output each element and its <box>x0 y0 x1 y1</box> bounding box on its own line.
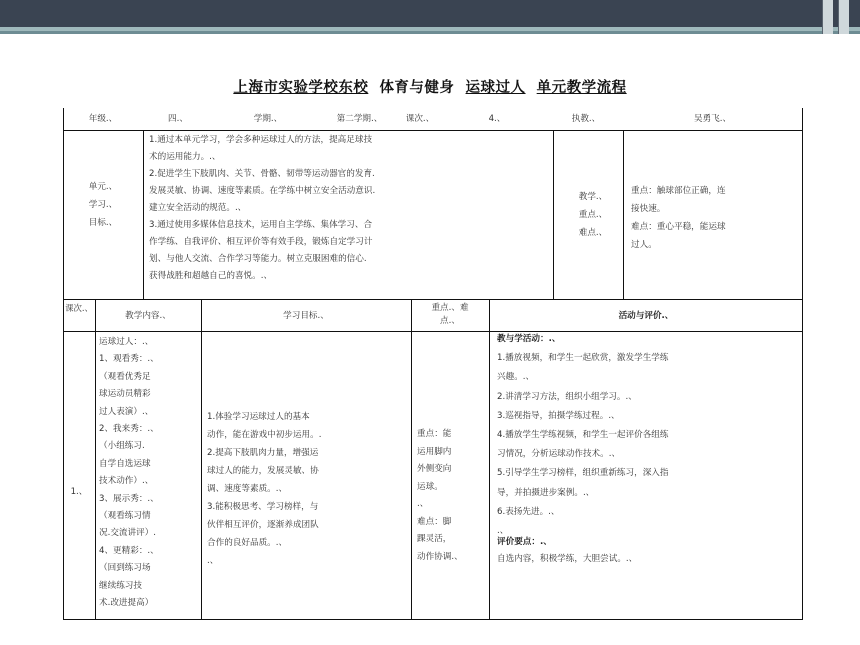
grade-label: 年级.、 <box>88 114 118 124</box>
objective-line: 调、速度等素质。.、 <box>207 484 288 494</box>
objective-line: .、 <box>207 556 219 566</box>
col-key-header: 重点.、难点.、 <box>431 303 469 326</box>
key-point-line: 重点：触球部位正确，连 <box>631 186 726 196</box>
table-rule <box>623 130 624 299</box>
key-point-line: 接快速。 <box>631 204 666 214</box>
lessons-value: 4.、 <box>488 114 506 124</box>
row1-key-line: .、 <box>417 499 429 509</box>
lesson-plan-table <box>63 108 803 620</box>
col-content-header: 教学内容.、 <box>125 311 171 321</box>
key-points-label-line: 难点.、 <box>578 228 608 238</box>
content-line: 3、展示秀：.、 <box>99 493 159 504</box>
key-point-line: 难点：重心平稳，能运球 <box>631 222 726 232</box>
unit-goal-line: 划、与他人交流、合作学习等能力。树立克服困难的信心. <box>149 254 367 264</box>
row1-key-line: 外侧变向 <box>417 464 452 474</box>
slide-top-bar <box>0 0 860 27</box>
unit-goal-line: 获得战胜和超越自己的喜悦。.、 <box>149 271 273 281</box>
key-points-text <box>631 182 801 262</box>
title-subject: 体育与健身 <box>379 80 455 96</box>
content-line: （回到练习场 <box>99 563 151 574</box>
content-line: （观看优秀足 <box>99 371 151 382</box>
table-rule <box>489 299 490 620</box>
activity-line: 导，并拍摄进步案例。.、 <box>497 487 595 498</box>
content-line: 2、我来秀：.、 <box>99 424 159 435</box>
unit-goal-line: 发展灵敏、协调、速度等素质。在学练中树立安全活动意识. <box>149 186 376 196</box>
content-line: 4、更精彩：.、 <box>99 545 159 556</box>
unit-goal-line: 1.通过本单元学习，学会多种运球过人的方法，提高足球技 <box>149 135 373 145</box>
col-objectives-header: 学习目标.、 <box>283 311 329 321</box>
table-rule <box>63 130 803 131</box>
table-rule <box>63 299 803 300</box>
teacher-value: 吴勇飞.、 <box>693 114 732 124</box>
unit-goals-text <box>149 132 551 298</box>
activity-title: 教与学活动：.、 <box>497 334 561 344</box>
objective-line: 3.能积极思考、学习榜样，与 <box>207 502 319 512</box>
activity-line: 5.引导学生学习榜样，组织重新练习，深入指 <box>497 468 669 479</box>
content-line: （小组练习. <box>99 441 145 452</box>
row1-content <box>99 334 201 618</box>
unit-goal-line: 建立安全活动的规范。.、 <box>149 203 247 213</box>
activity-line: .、 <box>497 526 509 537</box>
table-rule <box>63 108 64 620</box>
term-label: 学期.、 <box>253 114 283 124</box>
objective-line: 2.提高下肢肌肉力量，增强运 <box>207 448 319 458</box>
content-line: 术.改进提高） <box>99 598 154 609</box>
unit-goal-line: 术的运用能力。.、 <box>149 152 221 162</box>
objective-line: 动作，能在游戏中初步运用。. <box>207 430 322 440</box>
objective-line: 球过人的能力，发展灵敏、协 <box>207 466 319 476</box>
unit-goals-label <box>63 178 143 238</box>
content-line: 运球过人：.、 <box>99 337 154 347</box>
objective-line: 合作的良好品质。.、 <box>207 538 288 548</box>
table-rule <box>553 130 554 299</box>
content-line: （观看练习情 <box>99 511 151 522</box>
key-point-line: 过人。 <box>631 240 657 250</box>
slide-accent-stripe-dark <box>0 31 860 34</box>
col-activity-header: 活动与评价.、 <box>618 311 674 321</box>
row1-key-line: 运球。 <box>417 481 443 492</box>
activity-line: 习情况，分析运球动作技术。.、 <box>497 449 621 460</box>
content-line: 过人表演）.、 <box>99 406 154 417</box>
corner-decoration <box>838 0 849 34</box>
term-value: 第二学期.、 <box>336 114 383 124</box>
col-lesson-header: 课次.、 <box>65 303 93 313</box>
activity-line: 兴趣。.、 <box>497 372 535 383</box>
unit-goal-line: 3.通过使用多媒体信息技术，运用自主学练、集体学习、合 <box>149 220 373 230</box>
table-rule <box>63 619 803 620</box>
grade-value: 四.、 <box>168 114 188 124</box>
document-title <box>0 76 860 97</box>
activity-line: 2.讲清学习方法，组织小组学习。.、 <box>497 391 637 402</box>
unit-goals-label-line: 单元.、 <box>88 182 118 192</box>
table-rule <box>143 130 144 299</box>
teacher-label: 执教.、 <box>571 114 601 124</box>
row1-key-line: 重点：能 <box>417 429 452 439</box>
objective-line: 1.体验学习运球过人的基本 <box>207 412 310 422</box>
row1-lesson: 1.、 <box>70 487 88 497</box>
unit-goals-label-line: 学习.、 <box>88 200 118 210</box>
corner-decoration <box>822 0 833 34</box>
title-school: 上海市实验学校东校 <box>233 80 369 96</box>
row1-key-line: 动作协调.、 <box>417 551 463 562</box>
evaluation-title: 评价要点：.、 <box>497 537 552 547</box>
title-suffix: 单元教学流程 <box>536 80 627 96</box>
content-line: 继续练习技 <box>99 580 142 591</box>
table-rule <box>63 331 803 332</box>
title-topic: 运球过人 <box>465 80 526 96</box>
row1-evaluation <box>497 534 803 574</box>
content-line: 自学自选运球 <box>99 458 151 469</box>
row1-objectives <box>207 408 411 578</box>
key-points-label-line: 重点.、 <box>578 210 608 220</box>
unit-goal-line: 作学练、自我评价、相互评价等有效手段，锻炼自定学习计 <box>149 237 373 247</box>
table-rule <box>201 299 202 620</box>
unit-goals-label-line: 目标.、 <box>88 218 118 228</box>
activity-line: 1.播放视频，和学生一起欣赏，激发学生学练 <box>497 353 669 364</box>
activity-line: 4.播放学生学练视频，和学生一起评价各组练 <box>497 430 669 441</box>
row1-key-line: 难点：脚 <box>417 516 452 527</box>
content-line: 1、观看秀：.、 <box>99 354 159 365</box>
content-line: 球运动员精彩 <box>99 389 151 400</box>
unit-goal-line: 2.促进学生下肢肌肉、关节、骨骼、韧带等运动器官的发育. <box>149 169 375 179</box>
evaluation-text: 自选内容，积极学练，大胆尝试。.、 <box>497 554 638 564</box>
content-line: 技术动作）.、 <box>99 476 154 487</box>
row1-key-points <box>417 426 489 576</box>
table-rule <box>802 108 803 620</box>
row1-key-line: 运用脚内 <box>417 446 452 457</box>
key-points-label <box>563 188 623 248</box>
content-line: 况.交流讲评）. <box>99 528 157 539</box>
key-points-label-line: 教学.、 <box>578 192 608 202</box>
table-rule <box>95 299 96 620</box>
activity-line: 6.表扬先进。.、 <box>497 506 560 517</box>
lessons-label: 课次.、 <box>405 114 435 124</box>
objective-line: 伙伴相互评价，逐渐养成团队 <box>207 520 319 530</box>
table-rule <box>411 299 412 620</box>
row1-key-line: 踝灵活， <box>417 534 452 544</box>
activity-line: 3.巡视指导，拍摄学练过程。.、 <box>497 410 620 421</box>
